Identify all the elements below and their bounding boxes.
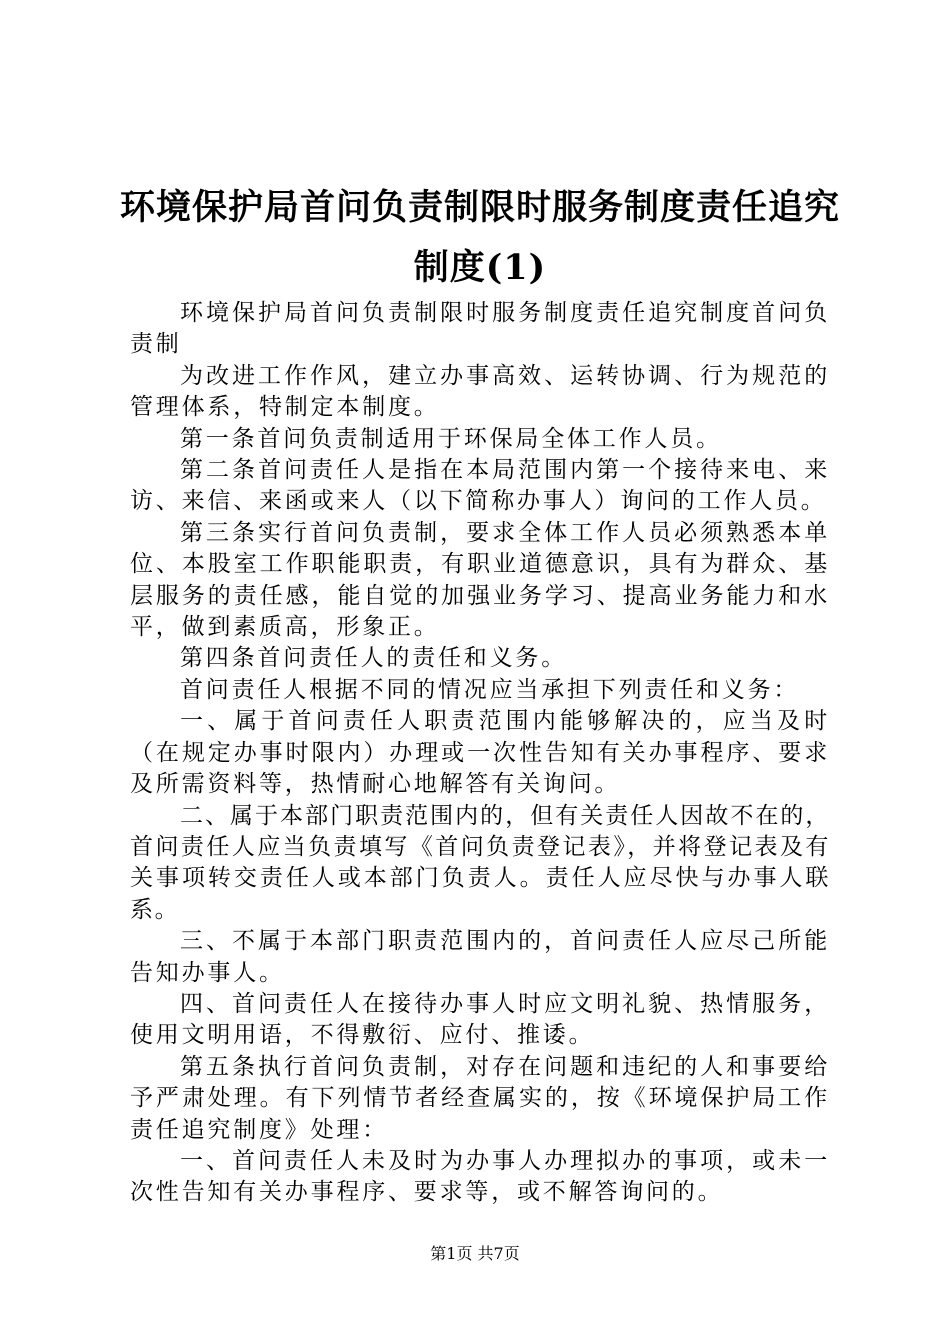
paragraph: 一、属于首问责任人职责范围内能够解决的，应当及时（在规定办事时限内）办理或一次性告知有关办事程序、要求及所需资料等，热情耐心地解答有关询问。 <box>130 708 830 798</box>
paragraph: 第二条首问责任人是指在本局范围内第一个接待来电、来访、来信、来函或来人（以下简称办事人）询问的工作人员。 <box>130 457 830 515</box>
paragraph: 为改进工作作风，建立办事高效、运转协调、行为规范的管理体系，特制定本制度。 <box>130 362 830 421</box>
document-title-line-2: 制度(1) <box>413 247 547 288</box>
paragraph: 一、首问责任人未及时为办事人办理拟办的事项，或未一次性告知有关办事程序、要求等，或不解答询问的。 <box>130 1147 830 1206</box>
paragraph: 第三条实行首问负责制，要求全体工作人员必须熟悉本单位、本股室工作职能职责，有职业道德意识，具有为群众、基层服务的责任感，能自觉的加强业务学习、提高业务能力和水平，做到素质高，形象正。 <box>130 519 830 641</box>
paragraph: 环境保护局首问负责制限时服务制度责任追究制度首问负责制 <box>130 300 830 358</box>
paragraph: 首问责任人根据不同的情况应当承担下列责任和义务： <box>180 676 800 703</box>
paragraph: 第四条首问责任人的责任和义务。 <box>180 645 567 672</box>
page-footer: 第1页 共7页 <box>430 1244 520 1263</box>
paragraph: 四、首问责任人在接待办事人时应文明礼貌、热情服务，使用文明用语，不得敷衍、应付、推诿。 <box>130 990 830 1049</box>
document-body <box>130 298 830 1209</box>
paragraph: 第五条执行首问负责制，对存在问题和违纪的人和事要给予严肃处理。有下列情节者经查属实的，按《环境保护局工作责任追究制度》处理： <box>130 1053 830 1143</box>
paragraph: 第一条首问负责制适用于环保局全体工作人员。 <box>180 425 722 452</box>
paragraph: 二、属于本部门职责范围内的，但有关责任人因故不在的，首问责任人应当负责填写《首问负责登记表》，并将登记表及有关事项转交责任人或本部门负责人。责任人应尽快与办事人联系。 <box>130 802 830 923</box>
paragraph: 三、不属于本部门职责范围内的，首问责任人应尽己所能告知办事人。 <box>130 928 830 986</box>
document-title-line-1: 环境保护局首问负责制限时服务制度责任追究 <box>119 187 840 228</box>
